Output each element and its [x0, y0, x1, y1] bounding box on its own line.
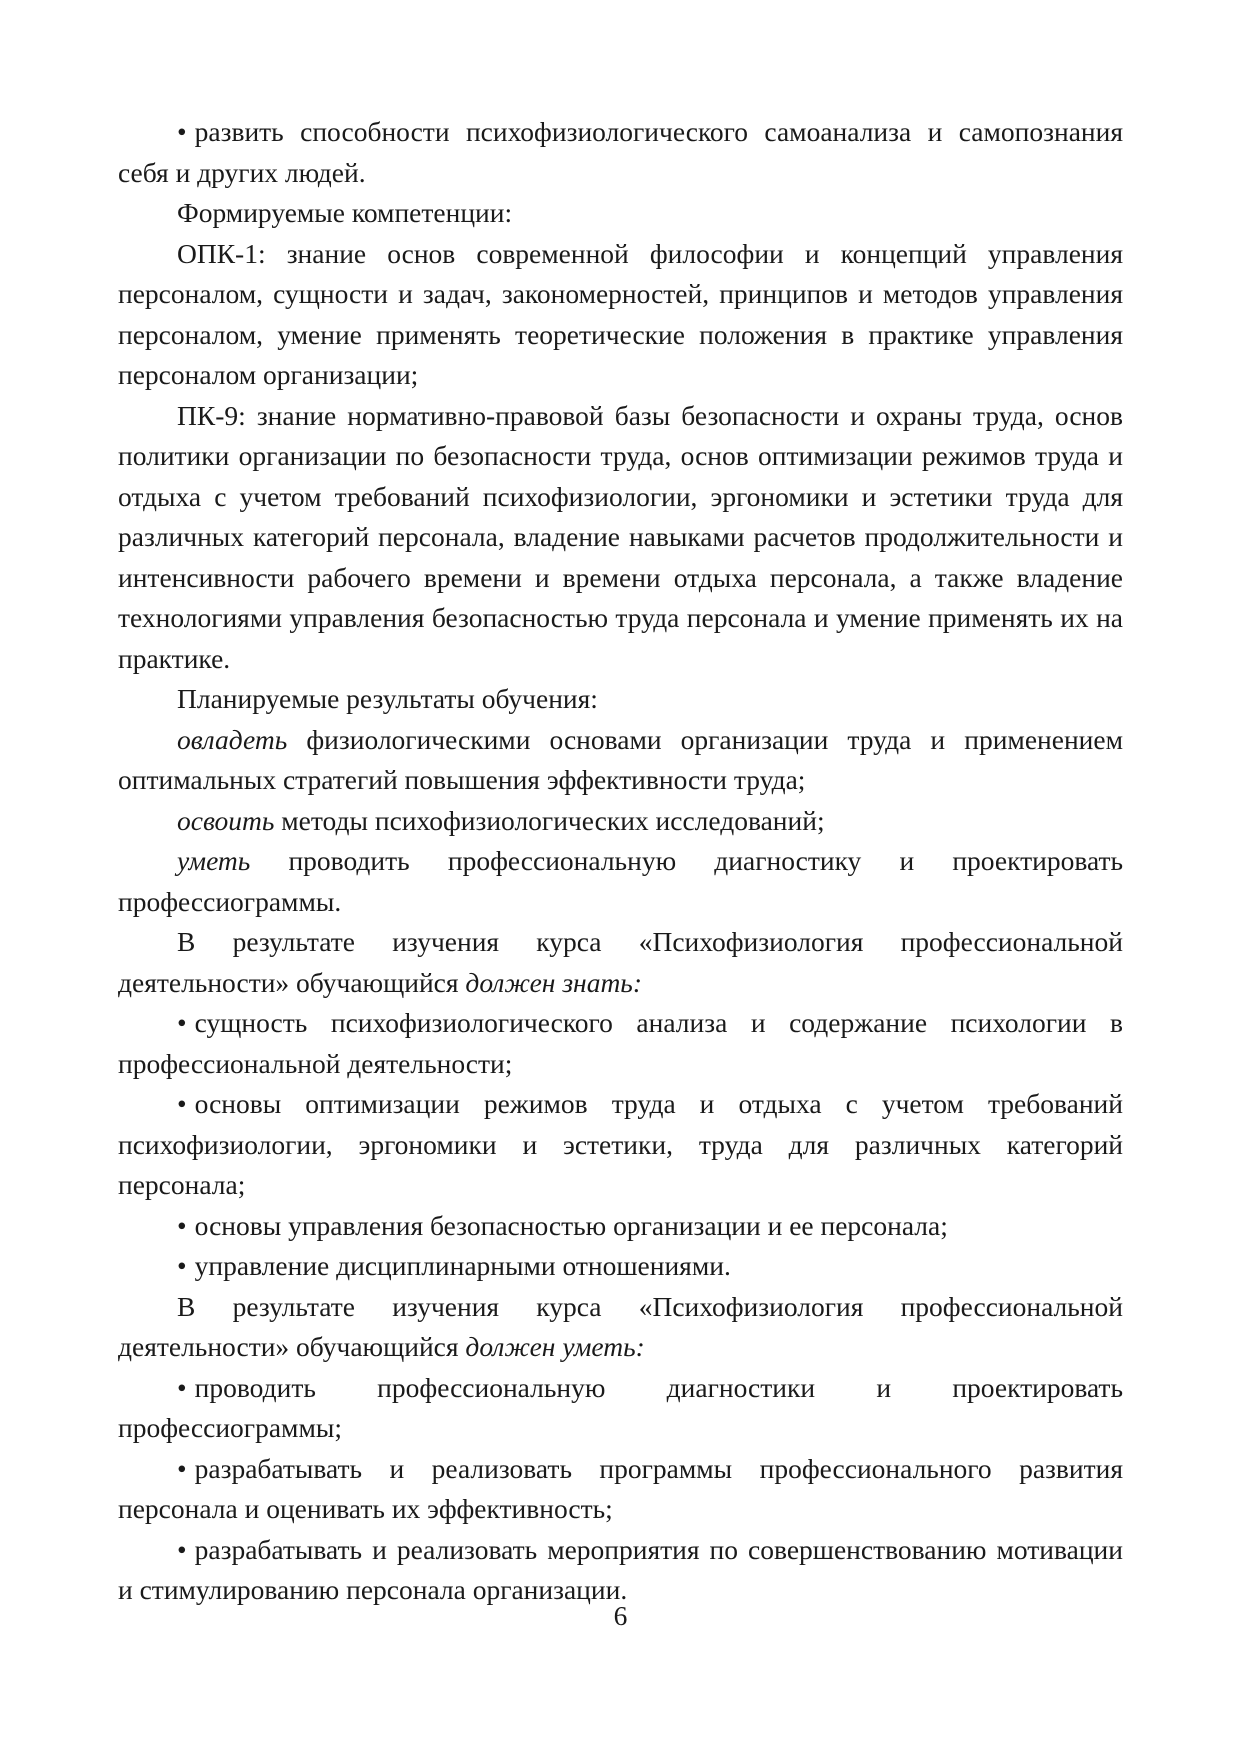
bullet-item — [118, 1206, 1123, 1247]
paragraph — [118, 720, 1123, 801]
bullet-icon: • — [177, 116, 187, 147]
bullet-item — [118, 1003, 1123, 1084]
bullet-text: разрабатывать и реализовать программы профессионального развития персонала и оценивать их эффективность; — [118, 1452, 1123, 1524]
emphasis-text: должен знать: — [465, 966, 642, 998]
bullet-item — [118, 1368, 1123, 1449]
bullet-icon: • — [177, 1250, 187, 1281]
bullet-item — [118, 1246, 1123, 1287]
page-number: 6 — [613, 1600, 628, 1631]
bullet-icon: • — [177, 1209, 187, 1241]
document-body — [118, 112, 1123, 1611]
bullet-icon: • — [177, 1088, 187, 1119]
emphasis-text: освоить — [177, 804, 275, 836]
bullet-text: разрабатывать и реализовать мероприятия по совершенствованию мотивации и стимулированию персонала организации. — [118, 1533, 1123, 1605]
paragraph-text: методы психофизиологических исследований; — [274, 804, 825, 836]
bullet-item — [118, 1449, 1123, 1530]
bullet-text: основы управления безопасностью организации и ее персонала; — [194, 1209, 948, 1241]
bullet-icon: • — [177, 1533, 187, 1565]
paragraph — [118, 801, 1123, 842]
paragraph — [118, 1287, 1123, 1368]
bullet-text: сущность психофизиологического анализа и содержание психологии в профессиональной деятельности; — [118, 1007, 1123, 1079]
paragraph — [118, 841, 1123, 922]
paragraph: Планируемые результаты обучения: — [177, 683, 598, 714]
bullet-item — [118, 112, 1123, 193]
paragraph-text: физиологическими основами организации труда и применением оптимальных стратегий повышения эффективности труда; — [118, 723, 1123, 795]
bullet-text: основы оптимизации режимов труда и отдыха с учетом требований психофизиологии, эргономики и эстетики, труда для различных категорий персонала; — [118, 1088, 1123, 1200]
paragraph: ПК-9: знание нормативно-правовой базы безопасности и охраны труда, основ политики организации по безопасности труда, основ оптимизации режимов труда и отдыха с учетом требований психофизиологии, эргономики и эстетики труда для различных категорий персонала, владение навыками расчетов продолжительности и интенсивности рабочего времени и времени отдыха персонала, а также владение технологиями управления безопасностью труда персонала и умение применять их на практике. — [118, 399, 1123, 674]
paragraph-text: В результате изучения курса «Психофизиология профессиональной деятельности» обучающийся — [118, 926, 1123, 998]
paragraph: Формируемые компетенции: — [177, 197, 513, 228]
bullet-text: развить способности психофизиологического самоанализа и самопознания себя и других людей. — [118, 116, 1123, 188]
paragraph-text: В результате изучения курса «Психофизиология профессиональной деятельности» обучающийся — [118, 1290, 1123, 1362]
bullet-icon: • — [177, 1007, 187, 1038]
bullet-text: проводить профессиональную диагностики и проектировать профессиограммы; — [118, 1371, 1123, 1443]
emphasis-text: должен уметь: — [465, 1331, 645, 1362]
bullet-item — [118, 1084, 1123, 1206]
emphasis-text: уметь — [177, 845, 251, 876]
bullet-icon: • — [177, 1452, 187, 1484]
paragraph: ОПК-1: знание основ современной философии и концепций управления персоналом, сущности и задач, закономерностей, принципов и методов управления персоналом, умение применять теоретические положения в практике управления персоналом организации; — [118, 237, 1123, 390]
paragraph-text: проводить профессиональную диагностику и проектировать профессиограммы. — [118, 845, 1123, 917]
paragraph — [118, 922, 1123, 1003]
bullet-icon: • — [177, 1371, 187, 1403]
emphasis-text: овладеть — [177, 723, 288, 755]
bullet-text: управление дисциплинарными отношениями. — [194, 1250, 731, 1281]
